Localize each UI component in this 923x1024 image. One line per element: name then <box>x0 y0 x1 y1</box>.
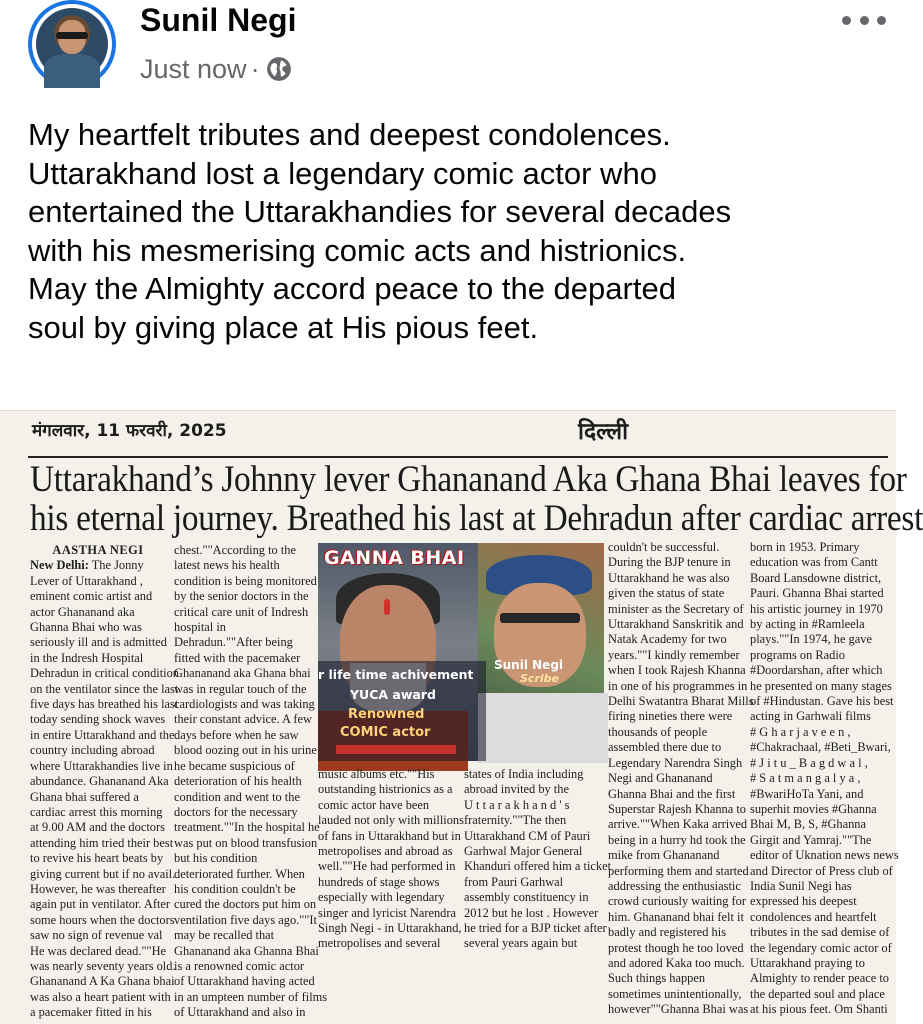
photo-caption: r life time achivement <box>318 667 474 682</box>
article-line: and adored Kaka too much. <box>608 955 745 970</box>
article-line: Ghananand aka Ghanna Bhai <box>174 943 319 958</box>
post-time[interactable]: Just now <box>140 53 247 84</box>
article-line: some hours when the doctors <box>30 912 175 927</box>
article-line: Natak Academy for two <box>608 632 727 647</box>
article-line: Pauri. Ghanna Bhai started <box>750 586 884 601</box>
article-line: to revive his heart beats by <box>30 851 164 866</box>
article-line: from Pauri Garhwal <box>464 874 564 889</box>
article-line: when I took Rajesh Khanna <box>608 663 746 678</box>
article-line: seriously ill and is admitted <box>30 635 167 650</box>
post-text-line: Uttarakhand lost a legendary comic actor who <box>28 155 657 191</box>
article-line: well.""He had performed in <box>318 859 456 874</box>
article-line: Board Lansdowne district, <box>750 570 882 585</box>
article-line: However, he was thereafter <box>30 881 166 896</box>
article-column-5 <box>608 540 754 1017</box>
article-column-1 <box>30 543 179 1020</box>
article-line: Dehradun in critical condition <box>30 666 179 681</box>
article-line: Uttarakhand he was also <box>608 570 730 585</box>
photo-credit-name: Sunil Negi <box>494 658 564 672</box>
article-line: cardiologists and was taking <box>174 697 315 712</box>
article-line: New Delhi: The Jonny <box>30 558 144 573</box>
newspaper-rule <box>28 456 888 458</box>
newspaper-dateline: मंगलवार, 11 फरवरी, 2025 <box>32 421 227 441</box>
article-line: Almighty to render peace to <box>750 971 890 986</box>
article-line: abroad invited by the <box>464 782 569 797</box>
photo-caption: Renowned <box>348 707 425 722</box>
article-line: music albums etc.""His <box>318 767 435 781</box>
article-line: Ghananand A Ka Ghana bhai <box>30 974 175 989</box>
article-line: plays.""In 1974, he gave <box>750 632 872 647</box>
article-line: couldn't be successful. <box>608 540 720 554</box>
post-text-line: soul by giving place at His pious feet. <box>28 309 539 345</box>
author-name[interactable]: Sunil Negi <box>140 2 297 38</box>
article-line: several years again but <box>464 936 578 951</box>
article-line: sometimes unintentionally, <box>608 986 742 1001</box>
article-line: badly and registered his <box>608 925 727 940</box>
article-line: Legendary Narendra Singh <box>608 755 743 770</box>
globe-icon[interactable] <box>266 56 292 82</box>
post-meta <box>140 52 292 86</box>
article-line: his condition couldn't be <box>174 881 296 896</box>
article-line: He was declared dead.""He <box>30 943 167 958</box>
article-line: was put on blood transfusion <box>174 835 318 850</box>
article-line: especially with legendary <box>318 890 445 905</box>
article-line: of Uttarakhand having acted <box>174 974 315 989</box>
article-line: condition and went to the <box>174 789 300 804</box>
article-line: assembly constituency in <box>464 890 589 905</box>
article-line: blood oozing out in his urine <box>174 743 317 758</box>
article-line: performing them and started <box>608 863 749 878</box>
article-line: Ghananand aka Ghana bhai <box>174 666 311 681</box>
article-line: being in a hurry hd took the <box>608 832 746 847</box>
article-line: country including abroad <box>30 743 155 758</box>
article-line: in entire Uttarakhand and the <box>30 727 175 742</box>
article-line: today sending shock waves <box>30 712 166 727</box>
article-line: Uttarakhand praying to <box>750 955 865 970</box>
article-line: days before when he saw <box>174 727 299 742</box>
article-line: saw no sign of revenue val <box>30 928 163 943</box>
article-column-4 <box>464 767 612 1013</box>
article-line: states of India including <box>464 767 584 781</box>
article-line: editor of Uknation news news <box>750 848 899 863</box>
article-line: his artistic journey in 1970 <box>750 601 883 616</box>
article-line: Such things happen <box>608 971 706 986</box>
article-line: metropolises and abroad as <box>318 844 453 859</box>
article-line: chest.""According to the <box>174 543 296 557</box>
article-line: # S a t m a n g a l y a , <box>750 771 861 786</box>
article-line: cured the doctors put him on <box>174 897 317 912</box>
headline-line: his eternal journey. Breathed his last at Dehradun after cardiac arrest <box>30 498 923 539</box>
article-line: Garhwal Major General <box>464 844 583 859</box>
article-line: giving current but if no avail. <box>30 866 176 881</box>
post-text-line: with his mesmerising comic acts and histrionics. <box>28 232 687 268</box>
article-line: # G h a r j a v e e n , <box>750 724 851 739</box>
article-line: critical care unit of Indresh <box>174 604 309 619</box>
article-line: latest news his health <box>174 558 280 573</box>
article-line: crowd curiously waiting for <box>608 894 746 909</box>
article-line: attending him tried their best <box>30 835 174 850</box>
photo-caption-box <box>318 661 486 761</box>
article-column-3 <box>318 767 464 1013</box>
article-line: however""Ghanna Bhai was <box>608 1002 749 1017</box>
article-line: superhit movies #Ghanna <box>750 801 877 816</box>
article-line: Lever of Uttarakhand , <box>30 573 143 588</box>
article-line: firing nineties there were <box>608 709 733 724</box>
article-photo <box>318 543 604 761</box>
article-line: education was from Cantt <box>750 555 878 570</box>
article-line: deterioration of his health <box>174 774 302 789</box>
article-line: by the senior doctors in the <box>174 589 309 604</box>
article-line: their constant advice. A few <box>174 712 312 727</box>
article-line: lauded not only with millions <box>318 813 464 828</box>
post-text <box>28 116 888 347</box>
article-line: Dehradun.""After being <box>174 635 293 650</box>
article-line: hospital in <box>174 620 226 635</box>
article-line: #Chakrachaal, #Beti_Bwari, <box>750 740 891 755</box>
photo-credit <box>494 659 563 685</box>
article-line: Delhi Swatantra Bharat Mills <box>608 694 754 709</box>
article-line: fitted with the pacemaker <box>174 650 301 665</box>
article-line: Negi and Ghananand <box>608 771 713 786</box>
article-line: him. Ghananand bhai felt it <box>608 909 744 924</box>
article-line: in the Indresh Hospital <box>30 650 144 665</box>
post-text-line: entertained the Uttarakhandies for several decades <box>28 194 732 229</box>
newspaper-city: दिल्ली <box>578 419 629 445</box>
photo-title: GANNA BHAI <box>324 547 465 569</box>
article-line: at his pious feet. Om Shanti <box>750 1002 888 1017</box>
article-line: mike from Ghananand <box>608 848 720 863</box>
article-column-6 <box>750 540 899 1017</box>
article-line: metropolises and several <box>318 936 441 951</box>
article-line: born in 1953. Primary <box>750 540 860 554</box>
more-horizontal-icon[interactable] <box>842 8 886 32</box>
article-line: was nearly seventy years old. <box>30 958 176 973</box>
photo-caption: YUCA award <box>350 687 436 702</box>
article-line: U t t a r a k h a n d ' s <box>464 797 570 812</box>
article-line: fraternity.""The then <box>464 813 567 828</box>
article-line: assembled there due to <box>608 740 722 755</box>
article-line: deteriorated further. When <box>174 866 305 881</box>
article-line: Superstar Rajesh Khanna to <box>608 801 746 816</box>
article-line: he presented on many stages <box>750 678 892 693</box>
article-line: hundreds of stage shows <box>318 874 440 889</box>
article-line: but his condition <box>174 851 258 866</box>
article-line: Ghanna Bhai who was <box>30 620 142 635</box>
article-line: expressed his deepest <box>750 894 857 909</box>
article-line: condolences and heartfelt <box>750 909 877 924</box>
article-line: the departed soul and place <box>750 986 885 1001</box>
article-line: addressing the enthusiastic <box>608 878 741 893</box>
article-line: During the BJP tenure in <box>608 555 731 570</box>
article-line: may be recalled that <box>174 928 275 943</box>
article-line: cardiac arrest this morning <box>30 804 163 819</box>
avatar[interactable] <box>28 0 116 88</box>
article-line: Singh Negi - in Uttarakhand, <box>318 921 462 936</box>
article-line: acting in Garhwali films <box>750 709 871 724</box>
article-line: was in regular touch of the <box>174 681 307 696</box>
article-line: of fans in Uttarakhand but in <box>318 828 461 843</box>
article-line: thousands of people <box>608 724 708 739</box>
article-column-2 <box>174 543 328 1020</box>
article-line: years.""I kindly remember <box>608 647 740 662</box>
article-line: Ghanna Bhai and the first <box>608 786 736 801</box>
article-line: Khanduri offered him a ticket <box>464 859 612 874</box>
article-line: again put in ventilator. After <box>30 897 171 912</box>
article-line: programs on Radio <box>750 647 845 662</box>
article-line: five days has breathed his last <box>30 697 179 712</box>
article-line: protest though he too loved <box>608 940 744 955</box>
article-line: # J i t u _ B a g d w a l , <box>750 755 868 770</box>
article-line: ventilation five days ago.""It <box>174 912 317 927</box>
meta-separator: · <box>250 53 260 84</box>
article-line: doctors for the necessary <box>174 804 298 819</box>
article-line: actor Ghananand aka <box>30 604 135 619</box>
article-line: #BwariHoTa Yani, and <box>750 786 864 801</box>
article-line: #Doordarshan, after which <box>750 663 883 678</box>
article-line: Ghana bhai suffered a <box>30 789 139 804</box>
post-text-line: My heartfelt tributes and deepest condolences. <box>28 117 671 152</box>
article-line: he became suspicious of <box>174 758 295 773</box>
article-line: given the status of state <box>608 586 725 601</box>
article-line: at 9.00 AM and the doctors <box>30 820 165 835</box>
article-line: Bhai M, B, S, #Ghanna <box>750 817 866 832</box>
article-line: Uttarakhand Sanskritik and <box>608 617 744 632</box>
article-line: in an umpteen number of films <box>174 989 328 1004</box>
article-line: the legendary comic actor of <box>750 940 892 955</box>
byline: AASTHA NEGI <box>52 543 144 557</box>
article-line: by acting in #Ramleela <box>750 617 865 632</box>
article-line: tributes in the sad demise of <box>750 925 890 940</box>
article-line: Girgit and Yamraj.""The <box>750 832 872 847</box>
article-line: condition is being monitored <box>174 573 317 588</box>
post-text-line: May the Almighty accord peace to the departed <box>28 271 676 306</box>
headline-line: Uttarakhand’s Johnny lever Ghananand Aka Ghana Bhai leaves for <box>30 459 907 500</box>
photo-credit-sub: Scribe <box>520 672 559 685</box>
newspaper-headline <box>30 459 923 539</box>
article-line: on the ventilator since the last <box>30 681 179 696</box>
article-line: he tried for a BJP ticket after <box>464 921 607 936</box>
article-line: and Director of Press club of <box>750 863 893 878</box>
article-line: was also a heart patient with <box>30 989 171 1004</box>
article-line: a pacemaker fitted in his <box>30 1005 152 1020</box>
article-line: 2012 but he lost . However <box>464 905 599 920</box>
article-line: arrive.""When Kaka arrived <box>608 817 748 832</box>
article-line: in one of his programmes in <box>608 678 748 693</box>
article-line: minister as the Secretary of <box>608 601 744 616</box>
avatar-image <box>36 8 108 80</box>
article-line: Uttarakhand CM of Pauri <box>464 828 591 843</box>
article-line: India Sunil Negi has <box>750 878 852 893</box>
article-line: is a renowned comic actor <box>174 958 305 973</box>
article-line: of #Hindustan. Gave his best <box>750 694 894 709</box>
article-line: eminent comic artist and <box>30 589 153 604</box>
article-line: treatment.""In the hospital he <box>174 820 320 835</box>
post-header <box>0 0 896 100</box>
article-line: outstanding histrionics as a <box>318 782 453 797</box>
article-line: of Uttarakhand and also in <box>174 1005 306 1020</box>
article-line: singer and lyricist Narendra <box>318 905 456 920</box>
article-line: where Uttarakhandies live in <box>30 758 173 773</box>
article-line: abundance. Ghananand Aka <box>30 774 169 789</box>
photo-caption: COMIC actor <box>340 725 431 740</box>
article-line: comic actor have been <box>318 797 430 812</box>
